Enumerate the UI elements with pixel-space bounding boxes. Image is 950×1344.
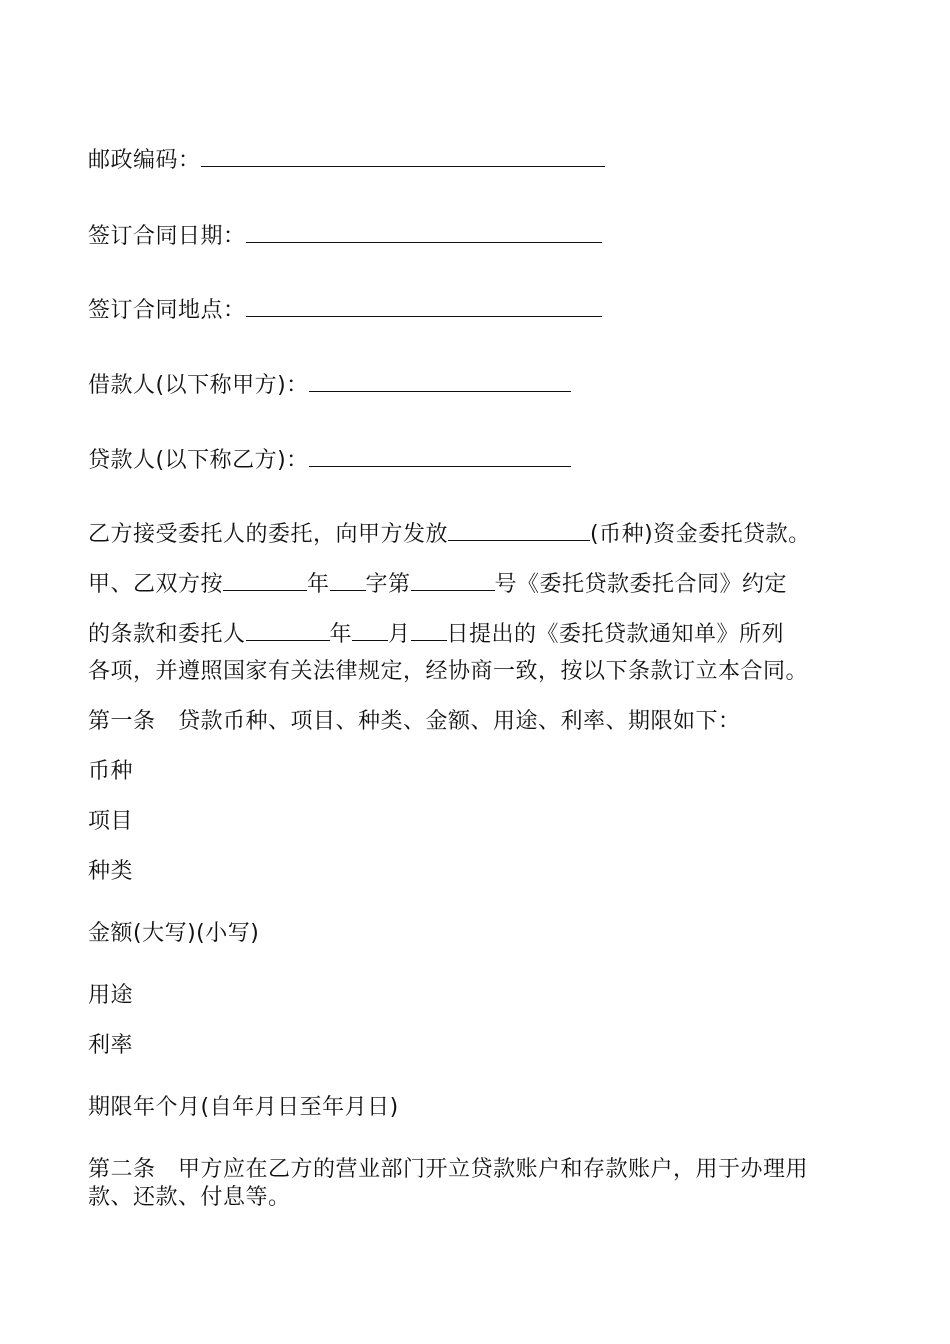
currency-blank[interactable] (448, 522, 590, 541)
lender-field (88, 448, 571, 473)
intro-line-3 (88, 622, 784, 647)
article-1-item: 币种 (88, 759, 134, 784)
postal-code-blank[interactable] (201, 148, 605, 167)
sign-date-label: 签订合同日期： (88, 224, 246, 249)
intro-text: 年 (307, 572, 330, 597)
notice-day-blank[interactable] (411, 622, 447, 641)
article-2-line-1: 第二条 甲方应在乙方的营业部门开立贷款账户和存款账户，用于办理用 (88, 1157, 809, 1182)
postal-code-label: 邮政编码： (88, 148, 201, 173)
sign-place-blank[interactable] (246, 298, 602, 317)
intro-text: 甲、乙双方按 (88, 572, 224, 597)
lender-blank[interactable] (309, 448, 571, 467)
article-1-heading: 第一条 贷款币种、项目、种类、金额、用途、利率、期限如下： (88, 709, 741, 734)
article-2-line-2: 款、还款、付息等。 (88, 1185, 291, 1210)
intro-line-2 (88, 572, 787, 597)
intro-text: 日提出的《委托贷款通知单》所列 (446, 622, 785, 647)
intro-text: 乙方接受委托人的委托，向甲方发放 (88, 522, 449, 547)
intro-text: 号《委托贷款委托合同》约定 (494, 572, 788, 597)
intro-text: 字第 (365, 572, 411, 597)
contract-word-blank[interactable] (330, 572, 366, 591)
article-1-item: 用途 (88, 983, 134, 1008)
lender-label: 贷款人(以下称乙方)： (88, 448, 309, 473)
intro-text: 各项，并遵照国家有关法律规定，经协商一致，按以下条款订立本合同。 (88, 659, 809, 684)
borrower-label: 借款人(以下称甲方)： (88, 373, 309, 398)
article-1-item: 种类 (88, 859, 134, 884)
sign-place-label: 签订合同地点： (88, 298, 246, 323)
sign-place-field (88, 298, 602, 323)
intro-text: 月 (388, 622, 411, 647)
article-1-item: 利率 (88, 1033, 134, 1058)
contract-year-blank[interactable] (223, 572, 307, 591)
borrower-field (88, 373, 571, 398)
postal-code-field (88, 148, 605, 173)
borrower-blank[interactable] (309, 373, 571, 392)
article-1-item: 期限年个月(自年月日至年月日) (88, 1095, 399, 1120)
article-1-item: 项目 (88, 809, 134, 834)
article-1-item: 金额(大写)(小写) (88, 921, 260, 946)
sign-date-blank[interactable] (246, 224, 602, 243)
contract-number-blank[interactable] (411, 572, 495, 591)
notice-year-blank[interactable] (246, 622, 330, 641)
sign-date-field (88, 224, 602, 249)
notice-month-blank[interactable] (352, 622, 388, 641)
intro-line-4 (88, 660, 808, 684)
intro-line-1 (88, 522, 811, 547)
intro-text: 的条款和委托人 (88, 622, 246, 647)
intro-text: 年 (329, 622, 353, 647)
intro-text: (币种)资金委托贷款。 (590, 522, 811, 547)
